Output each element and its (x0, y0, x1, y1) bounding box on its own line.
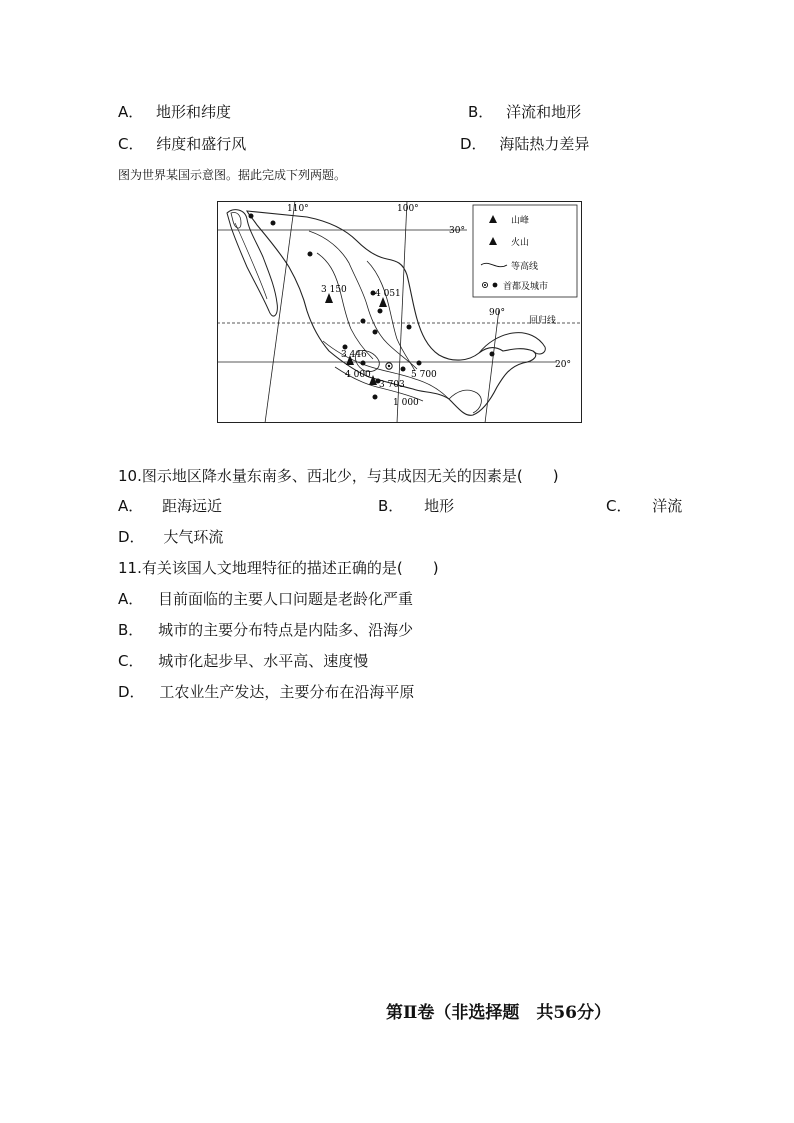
elev-label: 1 000 (393, 398, 419, 408)
q9-option-c (118, 134, 246, 154)
capital-marker-center (388, 365, 390, 367)
legend-contour-label: 等高线 (511, 262, 539, 272)
option-text: 海陆热力差异 (499, 135, 590, 153)
elev-label: 3 703 (379, 380, 405, 390)
city-dot (401, 367, 406, 372)
option-text: 目前面临的主要人口问题是老龄化严重 (158, 590, 414, 608)
q11-option-b (118, 620, 413, 640)
elev-label: 5 700 (411, 370, 437, 380)
option-letter: D． (118, 683, 145, 701)
city-dot (490, 352, 495, 357)
option-text: 洋流 (652, 497, 683, 515)
q9-option-d (460, 134, 589, 154)
option-letter: A． (118, 103, 144, 121)
city-dot (373, 330, 378, 335)
option-text: 大气环流 (163, 528, 224, 546)
city-dot (378, 309, 383, 314)
option-letter: C． (606, 497, 632, 515)
legend-capital-center (484, 284, 486, 286)
option-letter: B． (468, 103, 494, 121)
option-text: 地形 (424, 497, 455, 515)
city-dot (343, 345, 348, 350)
option-letter: A． (118, 590, 144, 608)
city-dot (373, 395, 378, 400)
option-text: 距海远近 (162, 497, 223, 515)
option-letter: A． (118, 497, 144, 515)
q10-option-b (378, 496, 454, 516)
option-text: 地形和纬度 (156, 103, 232, 121)
option-text: 城市的主要分布特点是内陆多、沿海少 (158, 621, 414, 639)
legend-peak-label: 山峰 (511, 216, 530, 226)
elev-label: 3 150 (321, 285, 347, 295)
option-text: 城市化起步早、水平高、速度慢 (158, 652, 369, 670)
option-text: 洋流和地形 (506, 103, 582, 121)
elev-label: 4 051 (375, 289, 401, 299)
q10-option-d (118, 527, 223, 547)
country-map (217, 201, 582, 423)
option-letter: D． (460, 135, 487, 153)
city-dot (271, 221, 276, 226)
q10-stem: 10.图示地区降水量东南多、西北少，与其成因无关的因素是( ) (118, 467, 559, 485)
lon-110-label: 110° (287, 204, 309, 214)
option-letter: C． (118, 135, 144, 153)
lat-30-label: 30° (449, 226, 465, 236)
elev-label: 4 000 (345, 370, 371, 380)
tropic-label: 回归线 (529, 316, 557, 326)
option-letter: B． (378, 497, 404, 515)
city-dot (308, 252, 313, 257)
option-text: 纬度和盛行风 (156, 135, 247, 153)
q9-option-b (468, 102, 581, 122)
option-letter: D． (118, 528, 145, 546)
city-dot (361, 361, 366, 366)
q10-option-c (606, 496, 682, 516)
option-letter: C． (118, 652, 144, 670)
q11-option-a (118, 589, 413, 609)
legend-city-symbol (493, 283, 498, 288)
lon-90-label: 90° (489, 308, 505, 318)
elev-label: 3 446 (341, 350, 367, 360)
city-dot (417, 361, 422, 366)
q9-option-a (118, 102, 231, 122)
city-dot (249, 214, 254, 219)
q11-option-c (118, 651, 368, 671)
option-letter: B． (118, 621, 144, 639)
option-text: 工农业生产发达，主要分布在沿海平原 (159, 683, 415, 701)
q11-stem: 11.有关该国人文地理特征的描述正确的是( ) (118, 559, 439, 577)
city-dot (361, 319, 366, 324)
map-intro: 图为世界某国示意图。据此完成下列两题。 (118, 168, 347, 182)
section-title: 第Ⅱ卷（非选择题 共56分） (386, 1003, 611, 1023)
lon-100-label: 100° (397, 204, 419, 214)
q11-option-d (118, 682, 414, 702)
city-dot (407, 325, 412, 330)
lat-20-label: 20° (555, 360, 571, 370)
legend-capital-label: 首都及城市 (503, 282, 549, 292)
legend-volcano-label: 火山 (511, 238, 530, 248)
q10-option-a (118, 496, 222, 516)
